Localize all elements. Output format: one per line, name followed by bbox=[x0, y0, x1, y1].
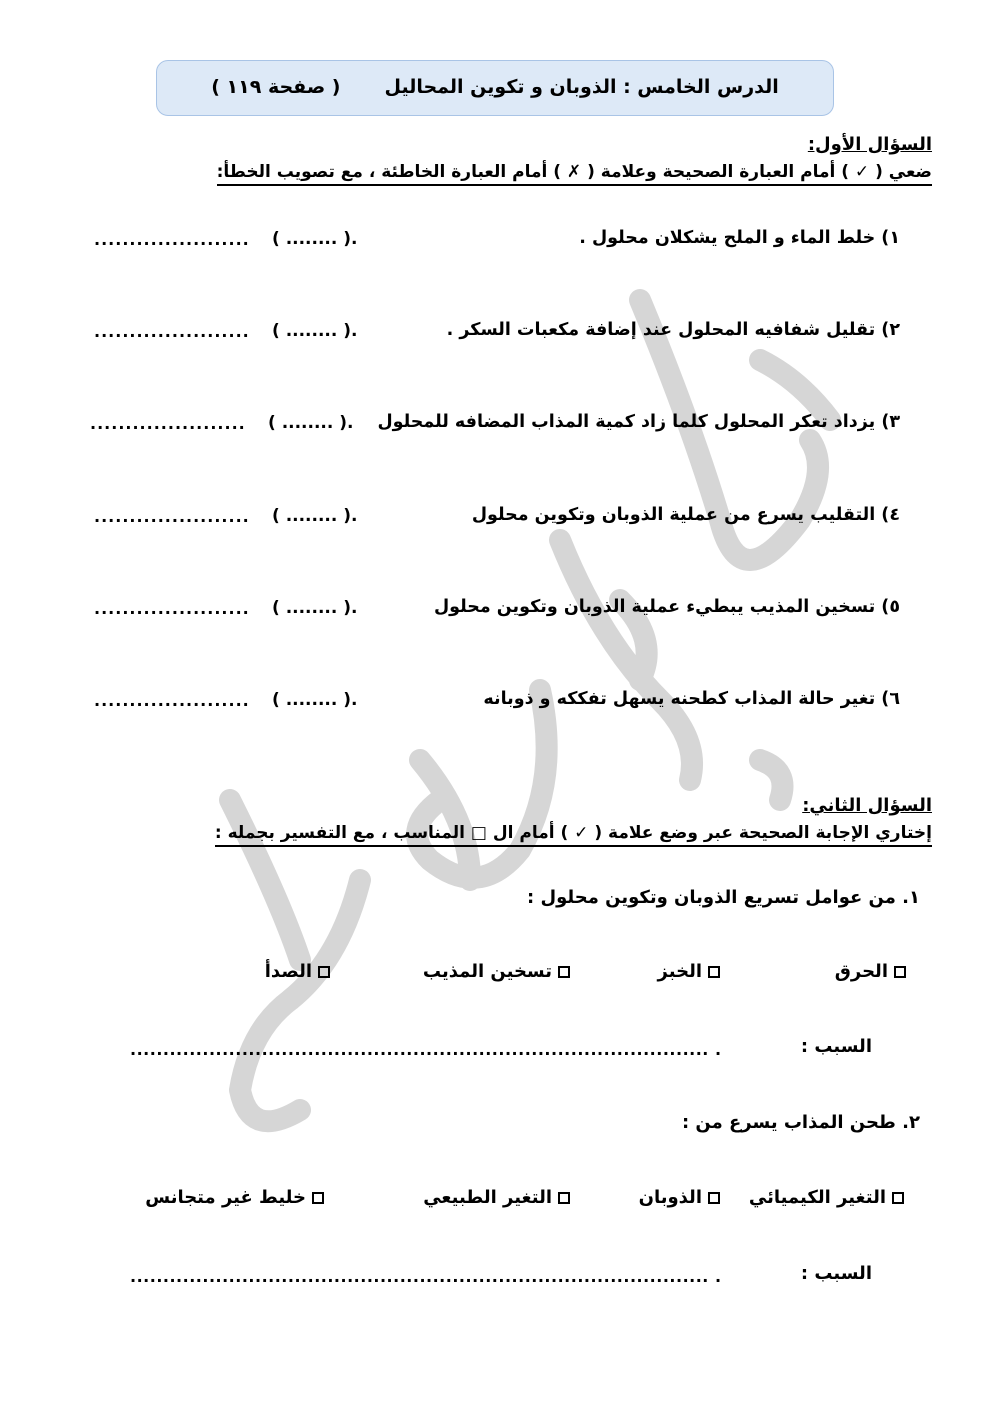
q2-question-1: ١. من عوامل تسريع الذوبان وتكوين محلول : bbox=[527, 887, 920, 908]
q1-statement-5: ٥) تسخين المذيب يبطيء عملية الذوبان وتكوين محلول bbox=[433, 597, 900, 617]
q2-instruction: إختاري الإجابة الصحيحة عبر وضع علامة ( ✓ ) أمام ال □ المناسب ، مع التفسير بجمله : bbox=[215, 823, 932, 847]
q1-statement-3: ٣) يزداد تعكر المحلول كلما زاد كمية المذاب المضافه للمحلول bbox=[377, 412, 900, 432]
q1-correction-4[interactable]: ...................... bbox=[94, 507, 250, 526]
q1-correction-5[interactable]: ...................... bbox=[94, 599, 250, 618]
q2-question-2: ٢. طحن المذاب يسرع من : bbox=[681, 1112, 920, 1133]
q1-answer-4[interactable]: ( ........ ). bbox=[272, 506, 358, 526]
q2-q1-option-1[interactable]: الحرق bbox=[835, 961, 906, 982]
q2-q1-option-3[interactable]: تسخين المذيب bbox=[423, 961, 570, 982]
q1-correction-2[interactable]: ...................... bbox=[94, 322, 250, 341]
q2-q1-option-2[interactable]: الخبز bbox=[658, 961, 720, 982]
lesson-name: الدرس الخامس : الذوبان و تكوين المحاليل bbox=[384, 76, 779, 98]
q2-q2-option-3[interactable]: التغير الطبيعي bbox=[423, 1187, 570, 1208]
q2-q2-reason-label: السبب : bbox=[800, 1263, 872, 1284]
checkbox-icon[interactable] bbox=[558, 966, 570, 978]
checkbox-icon[interactable] bbox=[894, 966, 906, 978]
q2-q1-reason-label: السبب : bbox=[800, 1036, 872, 1057]
checkbox-icon[interactable] bbox=[708, 966, 720, 978]
q1-title: السؤال الأول: bbox=[807, 134, 932, 155]
lesson-title bbox=[157, 76, 833, 98]
q1-correction-3[interactable]: ...................... bbox=[90, 414, 246, 433]
q1-correction-1[interactable]: ...................... bbox=[94, 230, 250, 249]
q2-title: السؤال الثاني: bbox=[802, 795, 932, 816]
q1-statement-1: ١) خلط الماء و الملح يشكلان محلول . bbox=[579, 228, 900, 248]
q2-q2-option-4[interactable]: خليط غير متجانس bbox=[145, 1187, 324, 1208]
checkbox-icon[interactable] bbox=[892, 1192, 904, 1204]
q1-correction-6[interactable]: ...................... bbox=[94, 691, 250, 710]
page-reference: ( صفحة ١١٩ ) bbox=[211, 76, 341, 98]
q1-answer-3[interactable]: ( ........ ). bbox=[268, 413, 354, 433]
q2-q2-option-1[interactable]: التغير الكيميائي bbox=[749, 1187, 904, 1208]
q2-q2-option-2[interactable]: الذوبان bbox=[639, 1187, 720, 1208]
checkbox-icon[interactable] bbox=[708, 1192, 720, 1204]
checkbox-icon[interactable] bbox=[312, 1192, 324, 1204]
q1-answer-1[interactable]: ( ........ ). bbox=[272, 229, 358, 249]
q2-q1-reason-line[interactable]: ........................................................................................ . bbox=[130, 1040, 722, 1059]
lesson-title-box bbox=[156, 60, 834, 116]
q2-q1-option-4[interactable]: الصدأ bbox=[265, 961, 330, 982]
q1-instruction: ضعي ( ✓ ) أمام العبارة الصحيحة وعلامة ( ✗ ) أمام العبارة الخاطئة ، مع تصويب الخطأ: bbox=[217, 162, 932, 186]
q1-statement-4: ٤) التقليب يسرع من عملية الذوبان وتكوين محلول bbox=[471, 505, 900, 525]
q1-answer-5[interactable]: ( ........ ). bbox=[272, 598, 358, 618]
q1-answer-6[interactable]: ( ........ ). bbox=[272, 690, 358, 710]
q1-answer-2[interactable]: ( ........ ). bbox=[272, 321, 358, 341]
q1-statement-2: ٢) تقليل شفافيه المحلول عند إضافة مكعبات السكر . bbox=[446, 320, 900, 340]
checkbox-icon[interactable] bbox=[318, 966, 330, 978]
q1-statement-6: ٦) تغير حالة المذاب كطحنه يسهل تفككه و ذوبانه bbox=[483, 689, 900, 709]
checkbox-icon[interactable] bbox=[558, 1192, 570, 1204]
q2-q2-reason-line[interactable]: ........................................................................................ . bbox=[130, 1267, 722, 1286]
